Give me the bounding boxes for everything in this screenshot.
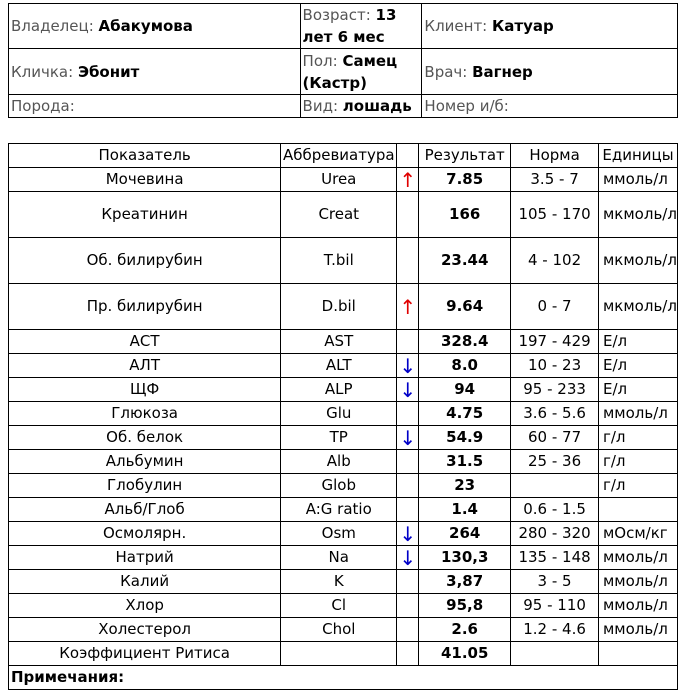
result-value: 3,87	[419, 570, 511, 594]
abbreviation: T.bil	[281, 238, 397, 284]
abbreviation: K	[281, 570, 397, 594]
abbreviation: AST	[281, 330, 397, 354]
norm-range: 95 - 110	[511, 594, 599, 618]
parameter-name: АЛТ	[9, 354, 281, 378]
parameter-name: Глюкоза	[9, 402, 281, 426]
abbreviation: TP	[281, 426, 397, 450]
norm-range: 3.6 - 5.6	[511, 402, 599, 426]
parameter-name: Об. белок	[9, 426, 281, 450]
client-label: Клиент:	[424, 17, 488, 35]
flag-cell	[397, 474, 419, 498]
result-value: 95,8	[419, 594, 511, 618]
notes-label: Примечания:	[9, 666, 678, 690]
owner-cell	[9, 4, 301, 49]
abbreviation: Alb	[281, 450, 397, 474]
header-norm: Норма	[511, 144, 599, 168]
table-row	[9, 570, 678, 594]
result-value: 94	[419, 378, 511, 402]
flag-cell	[397, 498, 419, 522]
owner-value: Абакумова	[98, 17, 193, 35]
header-parameter: Показатель	[9, 144, 281, 168]
result-value: 23.44	[419, 238, 511, 284]
abbreviation: ALP	[281, 378, 397, 402]
norm-range: 105 - 170	[511, 192, 599, 238]
table-row	[9, 618, 678, 642]
abbreviation: A:G ratio	[281, 498, 397, 522]
parameter-name: Холестерол	[9, 618, 281, 642]
parameter-name: ЩФ	[9, 378, 281, 402]
unit: мкмоль/л	[598, 192, 677, 238]
abbreviation: ALT	[281, 354, 397, 378]
abbreviation: Urea	[281, 168, 397, 192]
sex-cell	[300, 49, 422, 95]
sex-label: Пол:	[302, 51, 338, 70]
result-value: 31.5	[419, 450, 511, 474]
parameter-name: Мочевина	[9, 168, 281, 192]
parameter-name: Калий	[9, 570, 281, 594]
breed-label: Порода:	[11, 97, 75, 115]
breed-cell	[9, 95, 301, 118]
abbreviation: Cl	[281, 594, 397, 618]
nickname-cell	[9, 49, 301, 95]
norm-range: 0.6 - 1.5	[511, 498, 599, 522]
table-row	[9, 192, 678, 238]
norm-range: 280 - 320	[511, 522, 599, 546]
nickname-value: Эбонит	[77, 62, 140, 81]
norm-range: 3.5 - 7	[511, 168, 599, 192]
table-row	[9, 378, 678, 402]
unit: ммоль/л	[598, 594, 677, 618]
table-row	[9, 168, 678, 192]
doctor-cell	[422, 49, 678, 95]
unit: мкмоль/л	[598, 284, 677, 330]
unit: ммоль/л	[598, 546, 677, 570]
header-result: Результат	[419, 144, 511, 168]
parameter-name: Осмолярн.	[9, 522, 281, 546]
species-cell	[300, 95, 422, 118]
parameter-name: Креатинин	[9, 192, 281, 238]
parameter-name: Пр. билирубин	[9, 284, 281, 330]
parameter-name: Хлор	[9, 594, 281, 618]
unit: Е/л	[598, 354, 677, 378]
age-label: Возраст:	[302, 6, 371, 24]
table-row	[9, 284, 678, 330]
nickname-label: Кличка:	[11, 62, 74, 81]
flag-cell	[397, 570, 419, 594]
norm-range: 4 - 102	[511, 238, 599, 284]
table-row	[9, 330, 678, 354]
result-value: 130,3	[419, 546, 511, 570]
doctor-value: Вагнер	[472, 62, 533, 81]
notes-row	[9, 666, 678, 690]
results-table	[8, 143, 678, 690]
abbreviation: Osm	[281, 522, 397, 546]
unit: г/л	[598, 450, 677, 474]
header-flag	[397, 144, 419, 168]
abbreviation	[281, 642, 397, 666]
doctor-label: Врач:	[424, 62, 468, 81]
table-row	[9, 546, 678, 570]
norm-range: 60 - 77	[511, 426, 599, 450]
norm-range: 95 - 233	[511, 378, 599, 402]
record-label: Номер и/б:	[424, 97, 509, 115]
parameter-name: Об. билирубин	[9, 238, 281, 284]
unit	[598, 498, 677, 522]
unit: ммоль/л	[598, 618, 677, 642]
table-row	[9, 238, 678, 284]
unit: г/л	[598, 426, 677, 450]
norm-range: 135 - 148	[511, 546, 599, 570]
flag-cell	[397, 618, 419, 642]
result-value: 264	[419, 522, 511, 546]
abbreviation: Glu	[281, 402, 397, 426]
arrow-up-icon: ↑	[397, 168, 419, 192]
result-value: 41.05	[419, 642, 511, 666]
parameter-name: Натрий	[9, 546, 281, 570]
unit: ммоль/л	[598, 402, 677, 426]
flag-cell	[397, 450, 419, 474]
client-value: Катуар	[492, 17, 554, 35]
arrow-down-icon: ↓	[397, 546, 419, 570]
table-row	[9, 642, 678, 666]
table-row	[9, 426, 678, 450]
abbreviation: D.bil	[281, 284, 397, 330]
table-row	[9, 474, 678, 498]
unit: мкмоль/л	[598, 238, 677, 284]
result-value: 8.0	[419, 354, 511, 378]
table-row	[9, 522, 678, 546]
abbreviation: Glob	[281, 474, 397, 498]
results-body	[9, 168, 678, 666]
result-value: 2.6	[419, 618, 511, 642]
table-row	[9, 450, 678, 474]
table-row	[9, 594, 678, 618]
result-value: 4.75	[419, 402, 511, 426]
result-value: 9.64	[419, 284, 511, 330]
age-cell	[300, 4, 422, 49]
unit: ммоль/л	[598, 168, 677, 192]
result-value: 1.4	[419, 498, 511, 522]
parameter-name: Альб/Глоб	[9, 498, 281, 522]
result-value: 7.85	[419, 168, 511, 192]
parameter-name: Коэффициент Ритиса	[9, 642, 281, 666]
abbreviation: Chol	[281, 618, 397, 642]
result-value: 23	[419, 474, 511, 498]
table-row	[9, 498, 678, 522]
header-units: Единицы	[598, 144, 677, 168]
norm-range: 25 - 36	[511, 450, 599, 474]
norm-range: 0 - 7	[511, 284, 599, 330]
unit: мОсм/кг	[598, 522, 677, 546]
arrow-down-icon: ↓	[397, 378, 419, 402]
result-value: 54.9	[419, 426, 511, 450]
unit: Е/л	[598, 330, 677, 354]
flag-cell	[397, 642, 419, 666]
unit: г/л	[598, 474, 677, 498]
patient-info-table	[8, 3, 678, 118]
norm-range: 3 - 5	[511, 570, 599, 594]
flag-cell	[397, 192, 419, 238]
norm-range: 10 - 23	[511, 354, 599, 378]
unit: Е/л	[598, 378, 677, 402]
result-value: 166	[419, 192, 511, 238]
unit: ммоль/л	[598, 570, 677, 594]
arrow-up-icon: ↑	[397, 284, 419, 330]
norm-range: 197 - 429	[511, 330, 599, 354]
flag-cell	[397, 402, 419, 426]
owner-label: Владелец:	[11, 17, 94, 35]
arrow-down-icon: ↓	[397, 354, 419, 378]
parameter-name: АСТ	[9, 330, 281, 354]
species-label: Вид:	[302, 97, 339, 115]
norm-range	[511, 642, 599, 666]
table-row	[9, 354, 678, 378]
header-abbreviation: Аббревиатура	[281, 144, 397, 168]
flag-cell	[397, 330, 419, 354]
parameter-name: Альбумин	[9, 450, 281, 474]
table-row	[9, 402, 678, 426]
arrow-down-icon: ↓	[397, 426, 419, 450]
unit	[598, 642, 677, 666]
flag-cell	[397, 238, 419, 284]
record-cell	[422, 95, 678, 118]
abbreviation: Creat	[281, 192, 397, 238]
arrow-down-icon: ↓	[397, 522, 419, 546]
result-value: 328.4	[419, 330, 511, 354]
norm-range: 1.2 - 4.6	[511, 618, 599, 642]
parameter-name: Глобулин	[9, 474, 281, 498]
flag-cell	[397, 594, 419, 618]
norm-range	[511, 474, 599, 498]
client-cell	[422, 4, 678, 49]
sex-value: Самец (Кастр)	[302, 51, 398, 92]
species-value: лошадь	[342, 97, 412, 115]
abbreviation: Na	[281, 546, 397, 570]
age-value: 13 лет 6 мес	[302, 6, 397, 46]
results-header-row	[9, 144, 678, 168]
